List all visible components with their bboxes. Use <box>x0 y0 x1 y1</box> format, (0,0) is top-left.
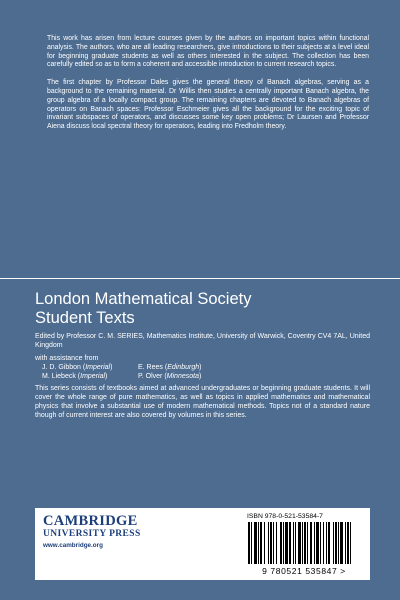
barcode-bar <box>338 522 339 564</box>
assistant-entry: E. Rees (Edinburgh) <box>138 364 202 371</box>
assistant-affiliation: Imperial <box>80 373 106 380</box>
publisher-name: CAMBRIDGE <box>43 513 138 529</box>
barcode-bar <box>260 522 262 564</box>
assistants-list <box>42 363 262 381</box>
series-editor: Edited by Professor C. M. SERIES, Mathematics Institute, University of Warwick, Coventry CV4 7AL, United Kingdom <box>35 333 370 349</box>
barcode-bar <box>273 522 274 564</box>
assistant-entry: M. Liebeck (Imperial) <box>42 373 108 380</box>
publisher-subtitle: UNIVERSITY PRESS <box>43 529 141 539</box>
barcode-bar <box>285 522 288 564</box>
barcode <box>242 522 366 576</box>
publisher-panel <box>35 508 370 580</box>
barcode-bar <box>258 522 259 564</box>
barcode-bar <box>335 522 337 564</box>
series-title-line-2: Student Texts <box>35 309 135 327</box>
barcode-bar <box>280 522 282 564</box>
assistance-heading: with assistance from <box>35 355 99 362</box>
assistant-name: M. Liebeck <box>42 373 76 380</box>
series-title-line-1: London Mathematical Society <box>35 290 252 308</box>
barcode-bar <box>320 522 321 564</box>
book-blurb <box>47 35 369 141</box>
barcode-bar <box>295 522 296 564</box>
barcode-icon <box>242 522 366 566</box>
barcode-bar <box>254 522 257 564</box>
barcode-bar <box>264 522 265 564</box>
cambridge-logo <box>43 514 158 551</box>
barcode-bar <box>326 522 327 564</box>
series-description: This series consists of textbooks aimed at advanced undergraduates or beginning graduate students. It will cover the whole range of pure mathematics, as well as topics in applied mathematics and mathematical physics that involve a substantial use of modern mathematical methods. Topics not of a standard nature though of current interest are also covered by volumes in this series. <box>35 385 370 419</box>
barcode-bar <box>316 522 319 564</box>
barcode-bar <box>248 522 250 564</box>
series-title <box>35 290 251 328</box>
barcode-bar <box>293 522 294 564</box>
barcode-bar <box>307 522 308 564</box>
barcode-bar <box>276 522 277 564</box>
barcode-bar <box>304 522 306 564</box>
blurb-paragraph-2: The first chapter by Professor Dales gives the general theory of Banach algebras, serving as a background to the remaining material. Dr Willis then studies a centrally important Banach algebra, the group algebra of a locally compact group. The remaining chapters are devoted to Banach algebras of operators on Banach spaces: Professor Eschmeier gives all the background for the exciting topic of invariant subspaces of operators, and discusses some key open problems; Dr Laursen and Professor Aiena discuss local spectral theory for operators, leading into Fredholm theory. <box>47 79 369 131</box>
barcode-bar <box>347 522 349 564</box>
barcode-bar <box>345 522 346 564</box>
barcode-bar <box>323 522 324 564</box>
barcode-bar <box>314 522 315 564</box>
assistant-affiliation: Imperial <box>85 364 111 371</box>
barcode-bar <box>333 522 334 564</box>
barcode-bar <box>298 522 301 564</box>
assistant-name: E. Rees <box>138 364 163 371</box>
barcode-bar <box>340 522 343 564</box>
barcode-bar <box>251 522 252 564</box>
barcode-bar <box>270 522 272 564</box>
assistant-entry: J. D. Gibbon (Imperial) <box>42 364 113 371</box>
isbn-label: ISBN 978-0-521-53584-7 <box>247 513 323 520</box>
barcode-digits: 9 780521 535847 > <box>262 566 346 576</box>
barcode-bar <box>302 522 303 564</box>
barcode-bar <box>283 522 284 564</box>
assistant-name: P. Olver <box>138 373 163 380</box>
barcode-bar <box>268 522 269 564</box>
assistant-entry: P. Olver (Minnesota) <box>138 373 202 380</box>
barcode-bar <box>310 522 312 564</box>
publisher-url: www.cambridge.org <box>43 542 103 549</box>
divider-line <box>0 278 400 279</box>
barcode-bar <box>328 522 330 564</box>
blurb-paragraph-1: This work has arisen from lecture courses given by the authors on important topics within functional analysis. The authors, who are all leading researchers, give introductions to their subjects at a level ideal for beginning graduate students as well as others interested in the subject. The collection has been carefully edited so as to form a coherent and accessible introduction to current research topics. <box>47 35 369 69</box>
assistant-name: J. D. Gibbon <box>42 364 81 371</box>
barcode-bar <box>289 522 291 564</box>
barcode-bar <box>350 522 351 564</box>
assistant-affiliation: Edinburgh <box>167 364 200 371</box>
assistant-affiliation: Minnesota <box>166 373 199 380</box>
